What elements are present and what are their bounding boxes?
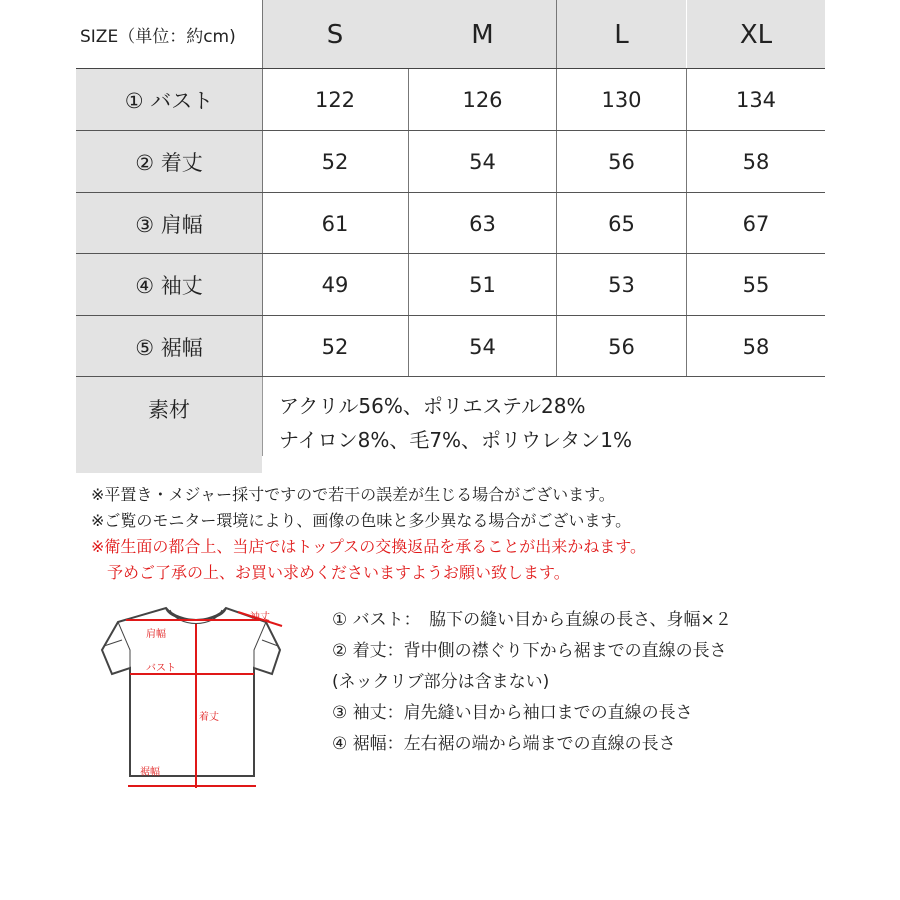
table-row (76, 69, 825, 130)
note-monitor: ※ご覧のモニター環境により、画像の色味と多少異なる場合がございます。 (91, 511, 632, 530)
table-row (76, 254, 825, 315)
table-cell: 56 (608, 149, 635, 174)
table-cell: 58 (742, 334, 770, 359)
size-m-header: M (409, 0, 556, 69)
size-s-header: S (262, 0, 408, 69)
table-cell: 67 (742, 211, 770, 236)
table-cell: 63 (469, 211, 496, 236)
measurement-legend (332, 605, 732, 760)
legend-hem: ④ 裾幅：左右裾の端から端までの直線の長さ (332, 734, 676, 754)
grid-line (76, 376, 825, 377)
size-header-row (76, 0, 825, 69)
legend-length: ② 着丈：背中側の襟ぐり下から裾までの直線の長さ (332, 641, 727, 661)
material-label: 素材 (76, 377, 262, 473)
length-label: 着丈 (199, 712, 219, 723)
table-cell: 56 (608, 334, 635, 359)
table-cell: 134 (735, 87, 777, 112)
grid-line (76, 192, 825, 193)
shoulder-label: 肩幅 (146, 629, 166, 640)
grid-line (76, 315, 825, 316)
hem-label: 裾幅 (140, 767, 160, 778)
material-row (76, 377, 825, 456)
table-cell: 58 (742, 149, 770, 174)
grid-line (76, 130, 825, 131)
measure-label-hem: ⑤ 裾幅 (76, 316, 262, 377)
table-row (76, 131, 825, 192)
bust-label: バスト (146, 663, 176, 674)
measure-label-length: ② 着丈 (76, 131, 262, 192)
grid-line (76, 68, 825, 69)
grid-line (262, 377, 263, 456)
grid-line (76, 253, 825, 254)
table-cell: 122 (314, 87, 356, 112)
size-table (76, 0, 825, 456)
notes (91, 482, 646, 586)
table-row (76, 193, 825, 254)
table-row (76, 316, 825, 377)
table-cell: 52 (321, 149, 349, 174)
sleeve-label: 袖丈 (250, 612, 270, 623)
grid-line (262, 0, 263, 377)
material-line-2: ナイロン8%、毛7%、ポリウレタン1% (279, 428, 632, 452)
legend-bust: ① バスト： 脇下の縫い目から直線の長さ、身幅×２ (332, 610, 732, 630)
table-cell: 53 (608, 272, 635, 297)
size-xl-header: XL (687, 0, 825, 69)
table-cell: 49 (321, 272, 349, 297)
table-cell: 52 (321, 334, 349, 359)
measure-label-bust: ① バスト (76, 69, 262, 130)
material-line-1: アクリル56%、ポリエステル28% (279, 394, 586, 418)
table-cell: 61 (321, 211, 349, 236)
note-apology: 予めご了承の上、お買い求めくださいますようお願い致します。 (107, 563, 570, 582)
note-no-returns: ※衛生面の都合上、当店ではトップスの交換返品を承ることが出来かねます。 (91, 537, 647, 556)
table-cell: 130 (601, 87, 642, 112)
table-cell: 55 (742, 272, 770, 297)
grid-line (408, 69, 409, 377)
measure-label-shoulder: ③ 肩幅 (76, 193, 262, 254)
table-cell: 126 (462, 87, 503, 112)
table-cell: 65 (608, 211, 635, 236)
grid-line (556, 0, 557, 377)
note-measurement: ※平置き・メジャー採寸ですので若干の誤差が生じる場合がございます。 (91, 485, 615, 504)
measure-label-sleeve: ④ 袖丈 (76, 254, 262, 315)
size-l-header: L (557, 0, 686, 69)
tshirt-diagram (96, 600, 296, 800)
grid-line (686, 69, 687, 377)
material-composition (279, 389, 632, 457)
table-cell: 54 (469, 334, 496, 359)
size-unit-label: SIZE（単位：約cm) (76, 0, 262, 69)
legend-length-note: (ネックリブ部分は含まない) (332, 672, 550, 692)
table-cell: 54 (469, 149, 496, 174)
legend-sleeve: ③ 袖丈：肩先縫い目から袖口までの直線の長さ (332, 703, 693, 723)
table-cell: 51 (469, 272, 496, 297)
tshirt-outline (96, 600, 296, 800)
